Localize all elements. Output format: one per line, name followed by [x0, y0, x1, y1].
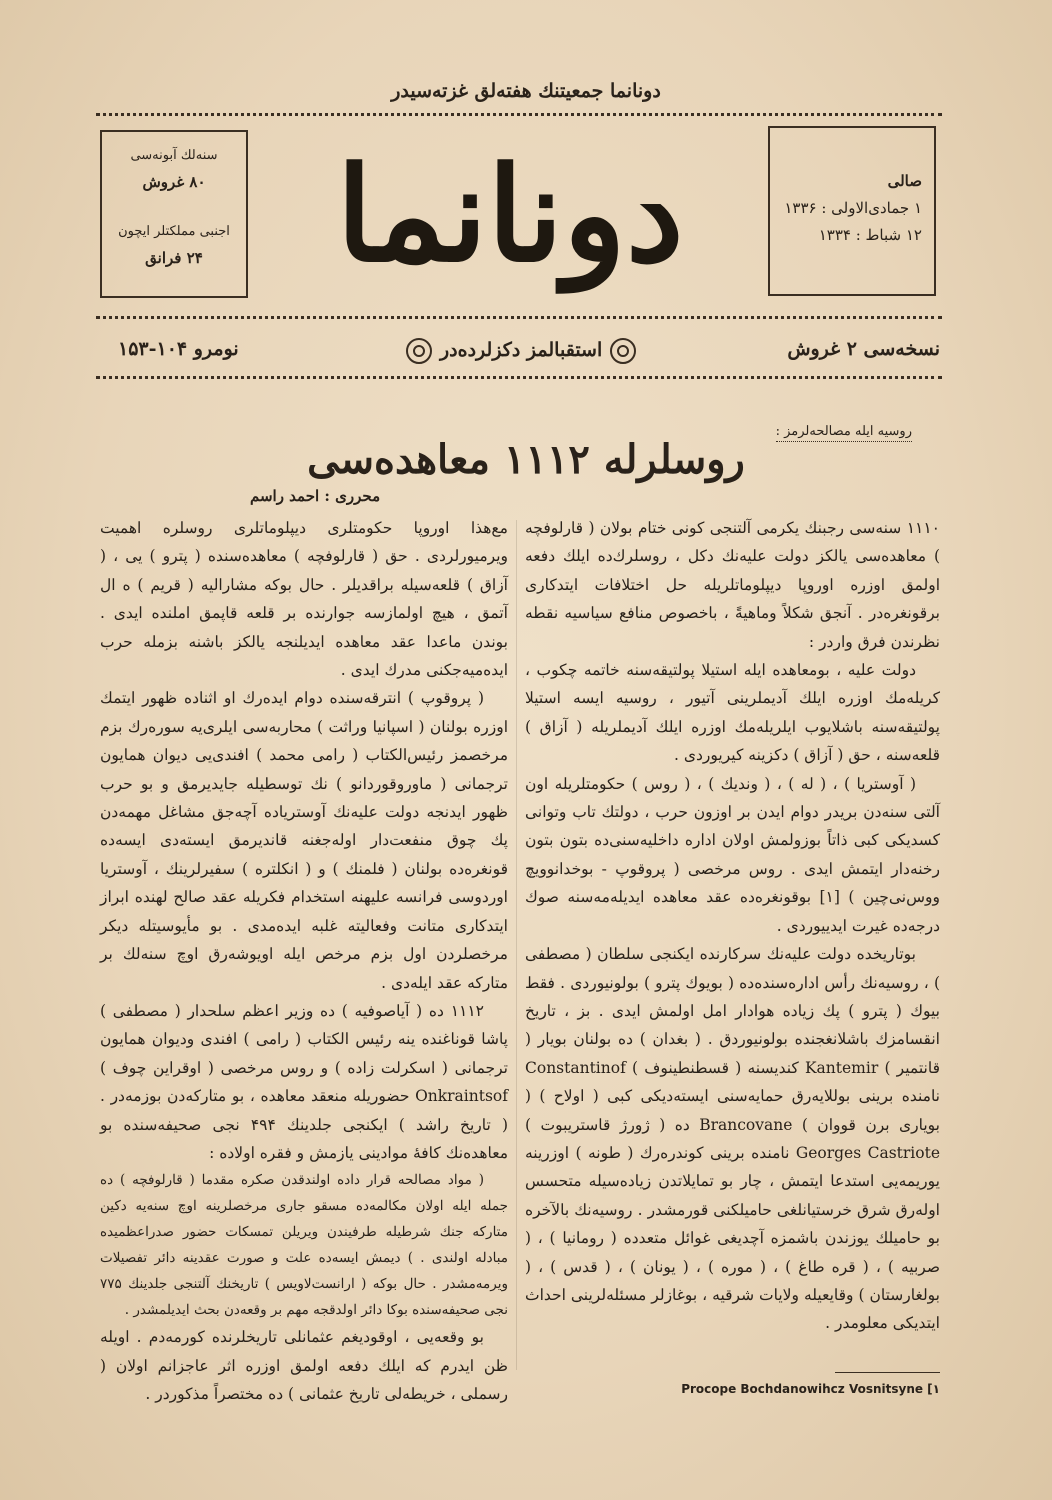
motto-text: استقبالمز دكزلرده‌در	[440, 339, 603, 361]
subscription-box	[100, 130, 248, 298]
subscription-price: ۸۰ غروش	[142, 173, 206, 191]
masthead-dotted-rule	[96, 316, 942, 319]
foreign-label: اجنبی مملكتلر ایچون	[118, 224, 230, 239]
paragraph: ۱۱۱۰ سنه‌سی رجبنك یكرمی آلتنجی كونی ختام بولان ( قارلوفچه ) معاهده‌سی یالكز دولت علیه‌نك دكل ، روسلرك‌ده ایلك دفعه اولمق اوزره اوروپا دیپلوماتلریله حل اختلافات ایتدكاری برقونغره‌در . آنجق شكلاً وماهیةً ، باخصوص منافع سیاسیه نقطه نظرندن فرق واردر :	[525, 519, 940, 651]
article-headline: روسلرله ۱۱۱۲ معاهده‌سی	[307, 436, 745, 483]
paragraph: ۱۱۱۲ ده ( آیاصوفیه ) ده وزیر اعظم سلحدار ( مصطفی ) پاشا قوناغنده ینه رئیس الكتاب ( رامی ) افندی ودیوان همایون ترجمانی ( اسكرلت زاده ) و روس مرخصی ( اوقراین چوف ) Onkraintsof حضوریله منعقد معاهده ، بو متاركه‌دن بوزمه‌در . ( تاریخ راشد ) ایكنجی جلدینك ۴۹۴ نجی صحیفه‌سنده بو معاهده‌نك كافهٔ موادینی یازمش و فقره اولاده :	[100, 1001, 508, 1162]
left-column	[100, 514, 508, 1409]
rumi-date: ۱۲ شباط : ۱۳۳۴	[818, 226, 922, 244]
price-label: نسخه‌سی ۲ غروش	[787, 338, 940, 360]
info-dotted-rule	[96, 376, 942, 379]
byline: محرری : احمد راسم	[250, 487, 381, 505]
section-label: روسیه ایله مصالحه‌لرمز :	[776, 424, 912, 442]
column-divider	[516, 520, 517, 1370]
right-column	[525, 514, 940, 1338]
footnote: Procope Bochdanowihcz Vosnitsyne [۱	[681, 1382, 940, 1396]
paragraph: دولت علیه ، بومعاهده ایله استیلا پولتیقه‌سنه خاتمه چكوب ، كریله‌مك اوزره ایلك آدیملرینی آتیور ، روسیه ایسه استیلا پولتیقه‌سنه باشلایوب ایلریله‌مك اوزره ایلك آدیملریله ( آزاق ) قلعه‌سنه ، حق ( آزاق ) دكزینه كیریوردی .	[525, 661, 940, 765]
swirl-ornament-left-icon	[406, 338, 432, 364]
subscription-label: سنه‌لك آبونه‌سی	[130, 148, 218, 163]
quotation-paragraph: ( مواد مصالحه قرار داده اولندقدن صكره مقدما ( قارلوفچه ) ده جمله ایله اولان مكالمه‌ده مسقو جاری مرخصلرینه اوچ سنه‌یه دكین متاركه جنك شرطیله طرفیندن ویریلن تمسكات حضور صدراعظمیده مبادله اولندی . ) دیمش ایسه‌ده علت و صورت عقدینه دائر تفصیلات ویرمه‌مشدر . حال بوكه ( ارانست‌لاویس ) تاریخنك آلتنجی جلدینك ۷۷۵ نجی صحیفه‌سنده بوكا دائر اولدقجه مهم بر وقعه‌دن بحث ایدیلمشدر .	[100, 1172, 508, 1319]
paragraph: مع‌هذا اوروپا حكومتلری دیپلوماتلری روسلره اهمیت ویرمیورلردی . حق ( قارلوفچه ) معاهده‌سنده ( پترو ) یی ، ( آزاق ) قلعه‌سیله براقدیلر . حال بوكه مشارالیه ( قریم ) ه ال آتمق ، هیچ اولمازسه جوارنده بر قلعه قاپمق املنده ایدی . بوندن ماعدا عقد معاهده ایدیلنجه یالكز باشنه بزمله حرب ایده‌میه‌جكنی مدرك ایدی .	[100, 519, 508, 680]
date-box	[768, 126, 936, 296]
paragraph: بوتاریخده دولت علیه‌نك سركارنده ایكنجی سلطان ( مصطفی ) ، روسیه‌نك رأس اداره‌سنده‌ده ( بویوك پترو ) بولونیوردی . فقط بیوك ( پترو ) پك زیاده هوادار امل اولمش ایدی . بز ، تاریخ انقسامزك باشلانغجنده بولونیوردق . ( بغدان ) ده بولنان بویار ( قانتمیر ) Kantemir كندیسنه ( قسطنطینوف ) Constantinof نامنده برینی بوللایه‌رق حمایه‌سنی ایسته‌دیكی كبی ( اولاح ) ( بویاری برن قووان ) Brancovane ده ( ژورژ قاستریبوت ) Georges Castriote نامنده برینی كوندره‌رك ( طونه ) اوزرینه یوریمه‌یی استدعا ایتمش ، چار بو تمایلاتدن زیاده‌سیله متحسس اوله‌رق شرق خرستیانلغی حامیلكنی قورمشدر . روسیه‌نك بالآخره بو حامیلك یوزندن باشمزه آچدیغی غوائل متعدده ( رومانیا ) ، ( صربیه ) ، ( قره طاغ ) ، ( موره ) ، ( یونان ) ، ( قدس ) ، ( بولغارستان ) وقایعیله ولایات شرقیه ، بوغازلر مسئله‌لرینی احداث ایتدیكی معلومدر .	[525, 945, 940, 1333]
footnote-rule	[835, 1372, 940, 1373]
masthead-title: دونانما	[336, 138, 684, 291]
issue-number: نومرو ۱۰۴-۱۵۳	[118, 338, 239, 360]
paragraph: ( آوستریا ) ، ( له ) ، ( وندیك ) ، ( روس ) حكومتلریله اون آلتی سنه‌دن بریدر دوام ایدن بر اوزون حرب ، دولتك تاب وتوانی كسدیكی كبی ذاتاً بوزولمش اولان اداره داخلیه‌سنی‌ده بتون بتون رخنه‌دار ایتمش ایدی . روس مرخصی ( پروقوپ - بوخدانوویچ ووس‌نی‌چین ) [۱] بوقونغره‌ده عقد معاهده ایدیله‌مه‌سنه صوك درجه‌ده غیرت ایدییوردی .	[525, 774, 940, 935]
paragraph: بو وقعه‌یی ، اوقودیغم عثمانلی تاریخلرنده كورمه‌دم . اویله ظن ایدرم كه ایلك دفعه اولمق اوزره اثر عاجزانم اولان ( رسملی ، خریطه‌لی تاریخ عثمانی ) ده مختصراً مذكوردر .	[100, 1328, 508, 1404]
tagline: دونانما جمعیتنك هفته‌لق غزته‌سیدر	[391, 80, 661, 102]
hijri-date: ۱ جمادی‌الاولی : ۱۳۳۶	[784, 199, 922, 217]
foreign-price: ۲۴ فرانق	[145, 249, 203, 267]
swirl-ornament-right-icon	[610, 338, 636, 364]
motto	[398, 338, 644, 364]
paragraph: ( پروقوپ ) انترقه‌سنده دوام ایده‌رك او اثناده ظهور ایتمك اوزره بولنان ( اسپانیا وراثت ) محاربه‌سی ایلری‌یه سوره‌رك بزم مرخصمز رئیس‌الكتاب ( رامی محمد ) افندی‌یی دیوان همایون ترجمانی ( ماوروقوردانو ) نك توسطیله جایدیرمق و بو حرب ظهور ایدنجه دولت علیه‌نك آوستریاده آچه‌جق مشاغل مهمه‌دن پك چوق منفعت‌دار اوله‌جغنه قاندیرمق ایسته‌دی ایسه‌ده قونغره‌ده بولنان ( فلمنك ) و ( انكلتره ) سفیرلرینك ، آوستریا اوردوسی فرانسه علیهنه استخدام فكریله عقد صالح لهنده ابراز ایتدكاری متانت وفعالیته غلبه ایده‌مدی . بو مأیوسیتله دیكر مرخصلردن اول بزم مرخص ایله اویوشه‌رق اوچ سنه‌لك بر متاركه عقد ایله‌دی .	[100, 689, 508, 992]
top-dotted-rule	[96, 113, 942, 116]
weekday-label: صالی	[887, 172, 922, 190]
